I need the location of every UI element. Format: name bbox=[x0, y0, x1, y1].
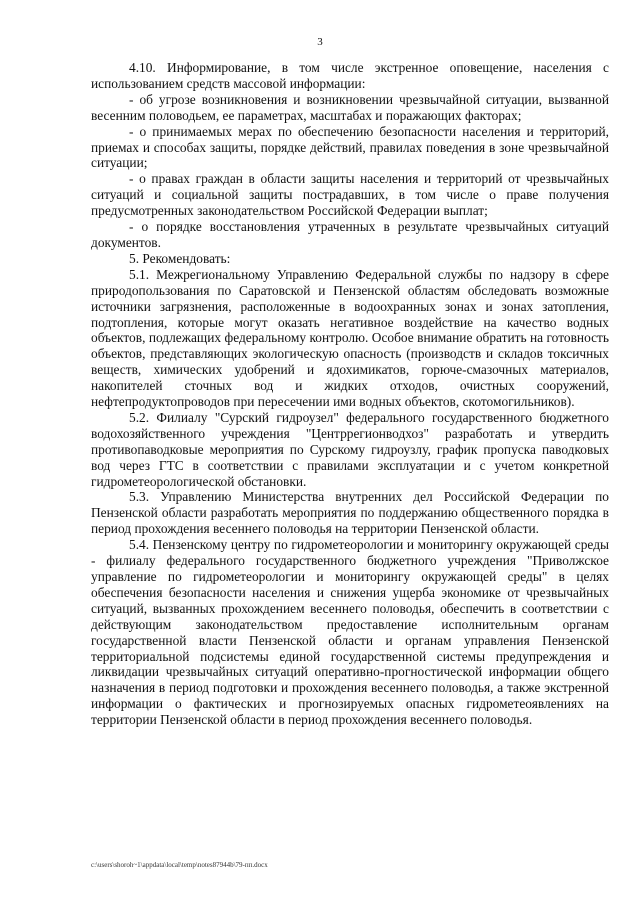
document-body bbox=[91, 60, 609, 728]
paragraph-5-3: 5.3. Управлению Министерства внутренних дел Российской Федерации по Пензенской области разработать мероприятия по поддержанию общественного порядка в период прохождения весеннего половодья на территории Пензенской области. bbox=[91, 489, 609, 537]
paragraph-4-10: 4.10. Информирование, в том числе экстренное оповещение, населения с использованием средств массовой информации: bbox=[91, 60, 609, 91]
page-number: 3 bbox=[317, 36, 323, 48]
list-item-documents: - о порядке восстановления утраченных в результате чрезвычайных ситуаций документов. bbox=[91, 219, 609, 250]
list-item-threat: - об угрозе возникновения и возникновении чрезвычайной ситуации, вызванной весенним половодьем, ее параметрах, масштабах и поражающих факторах; bbox=[91, 91, 609, 123]
list-item-rights: - о правах граждан в области защиты населения и территорий от чрезвычайных ситуаций и социальной защиты пострадавших, в том числе о праве получения предусмотренных законодательством Российской Федерации выплат; bbox=[91, 171, 609, 219]
paragraph-5-2: 5.2. Филиалу "Сурский гидроузел" федерального государственного бюджетного водохозяйственного учреждения "Центррегионводхоз" разработать и утвердить противопаводковые мероприятия по Сурскому гидроузлу, график пропуска паводковых вод через ГТС в соответствии с правилами эксплуатации и с учетом конкретной гидрометеорологической обстановки. bbox=[91, 409, 609, 489]
section-5-heading: 5. Рекомендовать: bbox=[129, 250, 231, 266]
footer-file-path: c:\users\shoroh~1\appdata\local\temp\notes87944b\79-пп.docx bbox=[91, 861, 268, 869]
paragraph-5-1: 5.1. Межрегиональному Управлению Федеральной службы по надзору в сфере природопользования по Саратовской и Пензенской областям обследовать возможные источники загрязнения, расположенные в водоохранных зонах и зонах затопления, подтопления, которые могут оказать негативное воздействие на качество водных объектов, подлежащих федеральному контролю. Особое внимание обратить на готовность объектов, представляющих экологическую опасность (производств и складов токсичных веществ, химических удобрений и ядохимикатов, горюче-смазочных материалов, накопителей сточных вод и жидких отходов, очистных сооружений, нефтепродуктопроводов при пересечении ими водных объектов, скотомогильников). bbox=[91, 266, 609, 410]
paragraph-5-4: 5.4. Пензенскому центру по гидрометеорологии и мониторингу окружающей среды - филиалу федерального государственного бюджетного учреждения "Приволжское управление по гидрометеорологии и мониторингу окружающей среды" в целях обеспечения безопасности населения и снижения ущерба экономике от чрезвычайных ситуаций, вызванных прохождением весеннего половодья, обеспечить в соответствии с действующим законодательством предоставление исполнительным органам государственной власти Пензенской области и органам управления Пензенской территориальной подсистемы единой государственной системы предупреждения и ликвидации чрезвычайных ситуаций оперативно-прогностической информации общего назначения в период подготовки и прохождения весеннего половодья, а также экстренной информации о фактических и прогнозируемых опасных гидрометеоявлениях на территории Пензенской области в период прохождения весеннего половодья. bbox=[91, 537, 609, 728]
list-item-measures: - о принимаемых мерах по обеспечению безопасности населения и территорий, приемах и способах защиты, порядке действий, правилах поведения в зоне чрезвычайной ситуации; bbox=[91, 123, 609, 171]
